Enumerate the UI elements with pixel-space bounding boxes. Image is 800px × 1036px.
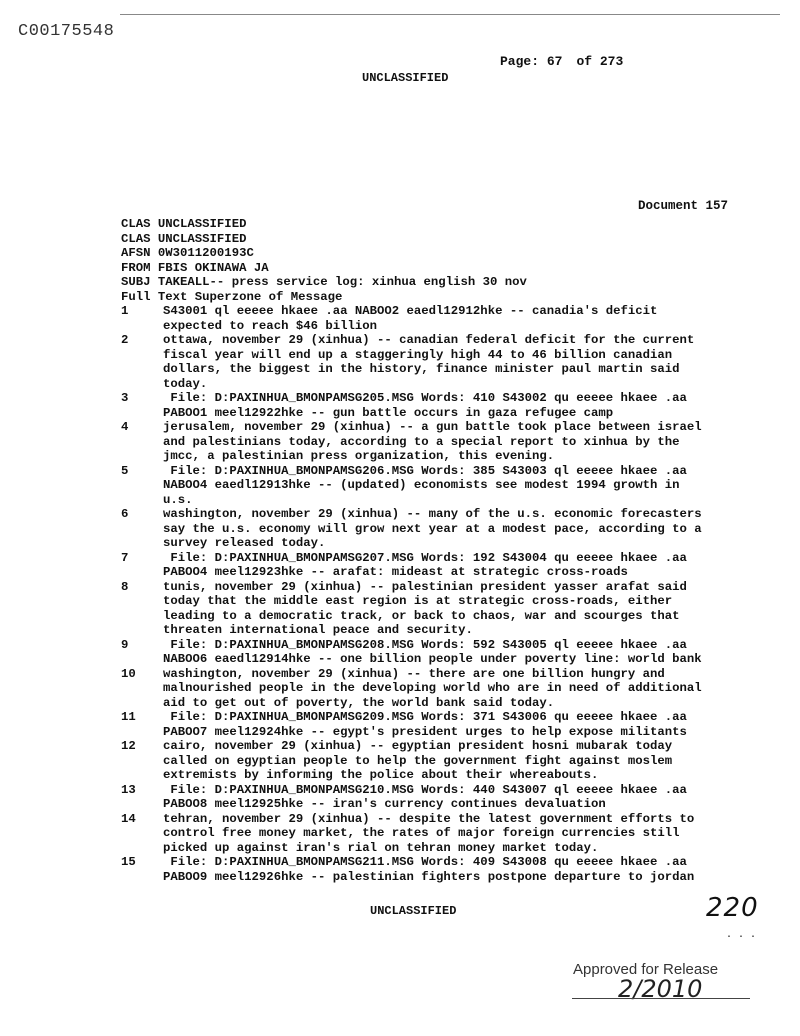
entry-number: 12	[121, 739, 136, 753]
entry-number: 13	[121, 782, 136, 797]
entry-text: S43001 ql eeeee hkaee .aa NABOO2 eaedl12912hke -- canadia's deficit expected to reach $46 billion	[163, 304, 658, 333]
document-control-number: C00175548	[18, 22, 115, 41]
log-entry	[121, 420, 761, 464]
entry-number: 4	[121, 420, 129, 434]
entry-number: 11	[121, 710, 136, 724]
page-indicator	[500, 54, 623, 69]
entry-number: 10	[121, 666, 136, 681]
document-number: Document 157	[638, 199, 729, 213]
top-rule	[120, 14, 780, 15]
page-number: 67	[546, 54, 563, 69]
log-entry	[121, 783, 761, 812]
meta-line: CLAS UNCLASSIFIED	[121, 231, 247, 246]
log-entry	[121, 710, 761, 739]
entry-text: File: D:PAXINHUA_BMONPAMSG205.MSG Words: 410 S43002 qu eeeee hkaee .aa PABOO1 meel12922hke -- gun battle occurs in gaza refugee camp	[163, 391, 687, 420]
entry-text: File: D:PAXINHUA_BMONPAMSG211.MSG Words: 409 S43008 qu eeeee hkaee .aa PABOO9 meel12926hke -- palestinian fighters postpone departure to jordan	[163, 855, 695, 884]
entry-text: jerusalem, november 29 (xinhua) -- a gun battle took place between israel and palestinians today, according to a special report to xinhua by the jmcc, a palestinian press organization, this evening.	[163, 420, 702, 463]
entry-text: File: D:PAXINHUA_BMONPAMSG208.MSG Words: 592 S43005 ql eeeee hkaee .aa NABOO6 eaedl12914hke -- one billion people under poverty line: world bank	[163, 637, 702, 666]
meta-line: Full Text Superzone of Message	[121, 289, 343, 304]
entry-number: 9	[121, 637, 129, 652]
entry-text: tehran, november 29 (xinhua) -- despite the latest government efforts to control free money market, the rates of major foreign currencies still picked up against iran's rial on tehran money market today.	[163, 811, 695, 855]
entry-number: 15	[121, 855, 136, 869]
entry-number: 2	[121, 333, 129, 347]
scan-marks: . . .	[726, 930, 757, 941]
log-entry	[121, 507, 761, 551]
log-entry	[121, 391, 761, 420]
log-entry	[121, 304, 761, 333]
entry-number: 8	[121, 579, 129, 594]
message-body	[121, 217, 761, 884]
meta-line: FROM FBIS OKINAWA JA	[121, 260, 269, 275]
entry-number: 14	[121, 811, 136, 826]
entry-text: File: D:PAXINHUA_BMONPAMSG210.MSG Words: 440 S43007 ql eeeee hkaee .aa PABOO8 meel12925hke -- iran's currency continues devaluation	[163, 782, 687, 811]
entry-number: 7	[121, 550, 129, 565]
handwritten-page-number: 220	[706, 893, 759, 923]
entry-number: 6	[121, 507, 129, 521]
entry-number: 3	[121, 391, 129, 405]
release-stamp-date: 2/2010	[618, 975, 703, 1003]
entry-text: ottawa, november 29 (xinhua) -- canadian federal deficit for the current fiscal year will end up a staggeringly high 44 to 46 billion canadian dollars, the biggest in the history, finance minister paul martin said today.	[163, 333, 695, 391]
entry-number: 5	[121, 463, 129, 478]
log-entry	[121, 580, 761, 638]
log-entry	[121, 855, 761, 884]
classification-bottom: UNCLASSIFIED	[370, 904, 457, 918]
entry-text: File: D:PAXINHUA_BMONPAMSG206.MSG Words: 385 S43003 ql eeeee hkaee .aa NABOO4 eaedl12913hke -- (updated) economists see modest 1994 growth in u.s.	[163, 463, 687, 507]
log-entry	[121, 464, 761, 508]
meta-line: SUBJ TAKEALL-- press service log: xinhua english 30 nov	[121, 275, 527, 289]
meta-line: AFSN 0W3011200193C	[121, 246, 254, 260]
log-entry	[121, 739, 761, 783]
release-stamp-line	[572, 998, 750, 999]
entry-text: cairo, november 29 (xinhua) -- egyptian president hosni mubarak today called on egyptian people to help the government fight against moslem extremists by informing the police about their whereabouts.	[163, 739, 673, 782]
entry-text: File: D:PAXINHUA_BMONPAMSG209.MSG Words: 371 S43006 qu eeeee hkaee .aa PABOO7 meel12924hke -- egypt's president urges to help expose militants	[163, 710, 687, 739]
log-entry	[121, 812, 761, 856]
log-entry	[121, 667, 761, 711]
entry-text: File: D:PAXINHUA_BMONPAMSG207.MSG Words: 192 S43004 qu eeeee hkaee .aa PABOO4 meel12923hke -- arafat: mideast at strategic cross-roads	[163, 550, 687, 579]
meta-line: CLAS UNCLASSIFIED	[121, 217, 247, 231]
total-pages: 273	[599, 54, 624, 69]
log-entry	[121, 551, 761, 580]
log-entry	[121, 638, 761, 667]
entry-text: washington, november 29 (xinhua) -- there are one billion hungry and malnourished people in the developing world who are in need of additional aid to get out of poverty, the world bank said today.	[163, 666, 702, 710]
log-entry	[121, 333, 761, 391]
page-label: Page:	[500, 54, 540, 69]
entry-text: tunis, november 29 (xinhua) -- palestinian president yasser arafat said today that the middle east region is at strategic cross-roads, either leading to a democratic track, or back to chaos, war and scourges that threaten international peace and security.	[163, 579, 687, 637]
classification-top: UNCLASSIFIED	[362, 71, 449, 85]
entry-text: washington, november 29 (xinhua) -- many of the u.s. economic forecasters say the u.s. economy will grow next year at a modest pace, according to a survey released today.	[163, 507, 702, 550]
of-label: of	[576, 54, 593, 69]
release-stamp-label: Approved for Release	[573, 961, 719, 978]
entry-number: 1	[121, 304, 129, 318]
